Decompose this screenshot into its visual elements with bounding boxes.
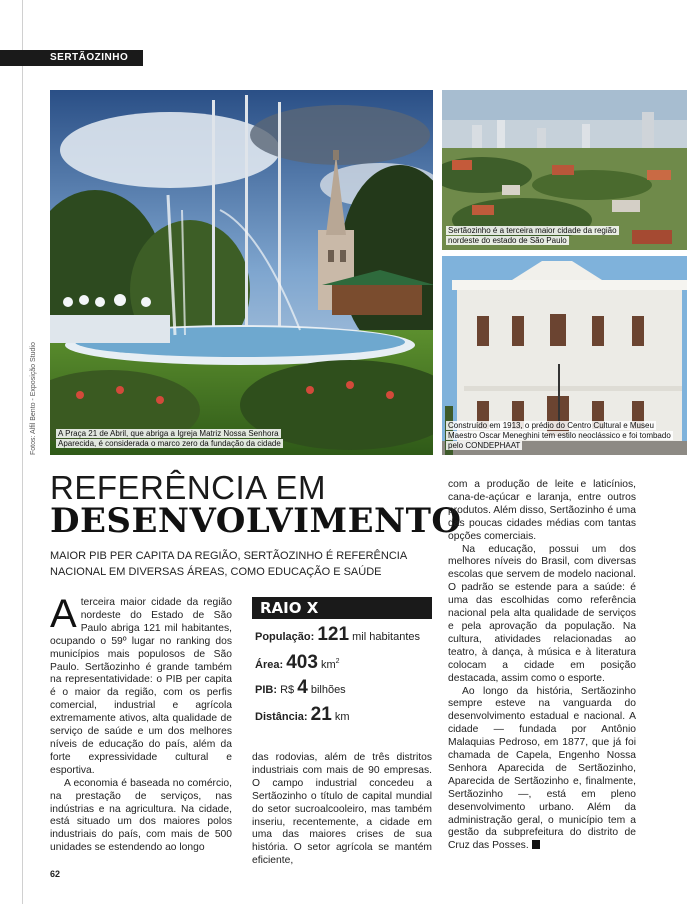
stat-populacao: População: 121 mil habitantes — [255, 624, 420, 645]
article-column-2 — [252, 752, 432, 868]
article-column-1 — [50, 592, 232, 855]
museum-caption: Construído em 1913, o prédio do Centro Cultural e Museu Maestro Oscar Meneghini tem estilo neoclássico e foi tombado pelo CONDEPHAAT — [448, 421, 671, 450]
praca-caption: A Praça 21 de Abril, que abriga a Igreja Matriz Nossa Senhora Aparecida, é considerada o marco zero da fundação da cidade — [58, 429, 281, 448]
article-paragraph: Ao longo da história, Sertãozinho sempre esteve na vanguarda do desenvolvimento estadual e nacional. A cidade — fundada por Antônio Malaquias Pedroso, em 1877, que já foi chamada de Capela, Engenho Nossa Senhora Aparecida de Sertãozinho, Aparecida de Sertãozinho e, finalmente, Sertãozinho —, está em pleno desenvolvimento urbano. Além da administração geral, o município tem a gestão da subprefeitura do distrito de Cruz das Posses. — [448, 685, 636, 852]
headline-line1: REFERÊNCIA EM — [50, 469, 327, 506]
praca-photo — [50, 90, 433, 455]
raio-x-title: RAIO X — [252, 597, 432, 619]
article-paragraph: Na educação, possui um dos melhores níveis do Brasil, com diversas escolas que servem de modelo nacional. O padrão se estende para a saúde: é uma das escolhidas como referência nacional pela alta qualidade de serviços e pela aprovação da população. Na cultura, atividades relacionadas ao teatro, à dança, à música e à literatura colocam a cidade em posição destacada, assim como o esporte. — [448, 543, 636, 684]
photo-credit: Fotos: Alfil Bento - Exposição Studio — [30, 342, 37, 455]
page-number: 62 — [50, 869, 61, 879]
article-paragraph: A economia é baseada no comércio, na prestação de serviços, nas indústrias e na agricultura. Na cidade, está situado um dos maiores polos industriais do país, com mais de 500 unidades se estendendo ao longo — [50, 777, 232, 854]
stat-area: Área: 403 $km^2$ — [255, 652, 340, 673]
stat-pib: PIB: R$ 4 bilhões — [255, 677, 346, 698]
article-paragraph: das rodovias, além de três distritos industriais com mais de 90 empresas. O campo industrial concedeu a Sertãozinho o título de capital mundial do setor sucroalcooleiro, mas também inseriu, recentemente, a cidade em uma das maiores crises de sua história. O setor agrícola se mantém eficiente, — [252, 752, 432, 867]
drop-cap: A — [50, 592, 77, 636]
headline-line2: DESENVOLVIMENTO — [50, 501, 462, 541]
end-of-article-mark — [532, 840, 540, 849]
deck-subtitle: MAIOR PIB PER CAPITA DA REGIÃO, SERTÃOZINHO É REFERÊNCIA NACIONAL EM DIVERSAS ÁREAS, COMO EDUCAÇÃO E SAÚDE — [50, 550, 407, 578]
section-tab: SERTÃOZINHO — [0, 50, 143, 66]
article-paragraph: com a produção de leite e laticínios, cana-de-açúcar e laranja, entre outros produtos. Além disso, Sertãozinho é uma das poucas cidades médias com tantas opções comerciais. — [448, 479, 636, 542]
article-column-3 — [448, 479, 636, 853]
stat-distancia: Distância: 21 km — [255, 704, 350, 725]
article-paragraph: Aterceira maior cidade da região nordeste do Estado de São Paulo abriga 121 mil habitantes, ocupando o 59º lugar no ranking dos municípios mais populosos de São Paulo. Sertãozinho é grande também na representatividade: o PIB per capita é o maior da região, com os perfis comercial, industrial e agrícola extremamente ativos, alta qualidade de serviço de saúde e um dos melhores níveis de educação do país, além da forte expressividade cultural e esportiva. — [50, 592, 232, 776]
city-caption: Sertãozinho é a terceira maior cidade da região nordeste do estado de São Paulo — [448, 226, 617, 245]
page-edge-rule — [22, 0, 23, 904]
